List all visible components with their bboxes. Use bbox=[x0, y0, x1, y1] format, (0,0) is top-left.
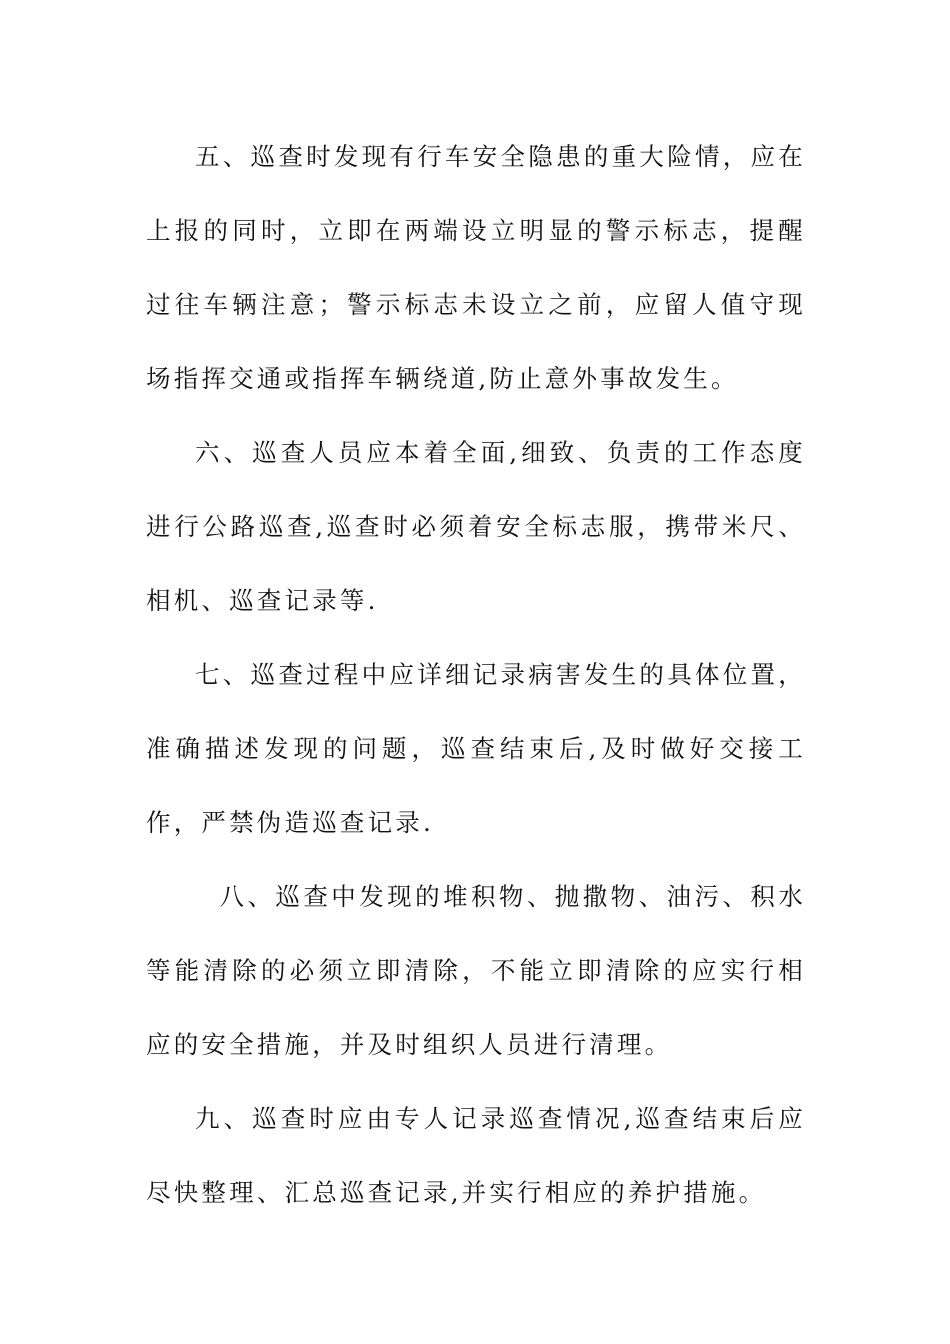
document-body bbox=[146, 120, 806, 1230]
paragraph-8: 八、巡查中发现的堆积物、抛撒物、油污、积水等能清除的必须立即清除，不能立即清除的应实行相应的安全措施，并及时组织人员进行清理。 bbox=[146, 882, 806, 1059]
paragraph-7: 七、巡查过程中应详细记录病害发生的具体位置，准确描述发现的问题，巡查结束后,及时做好交接工作，严禁伪造巡查记录. bbox=[146, 660, 806, 837]
paragraph-6: 六、巡查人员应本着全面,细致、负责的工作态度进行公路巡查,巡查时必须着安全标志服，携带米尺、相机、巡查记录等. bbox=[146, 438, 806, 615]
paragraph-9: 九、巡查时应由专人记录巡查情况,巡查结束后应尽快整理、汇总巡查记录,并实行相应的养护措施。 bbox=[146, 1104, 806, 1207]
paragraph-5: 五、巡查时发现有行车安全隐患的重大险情，应在上报的同时，立即在两端设立明显的警示标志，提醒过往车辆注意；警示标志未设立之前，应留人值守现场指挥交通或指挥车辆绕道,防止意外事故发生。 bbox=[146, 142, 806, 393]
